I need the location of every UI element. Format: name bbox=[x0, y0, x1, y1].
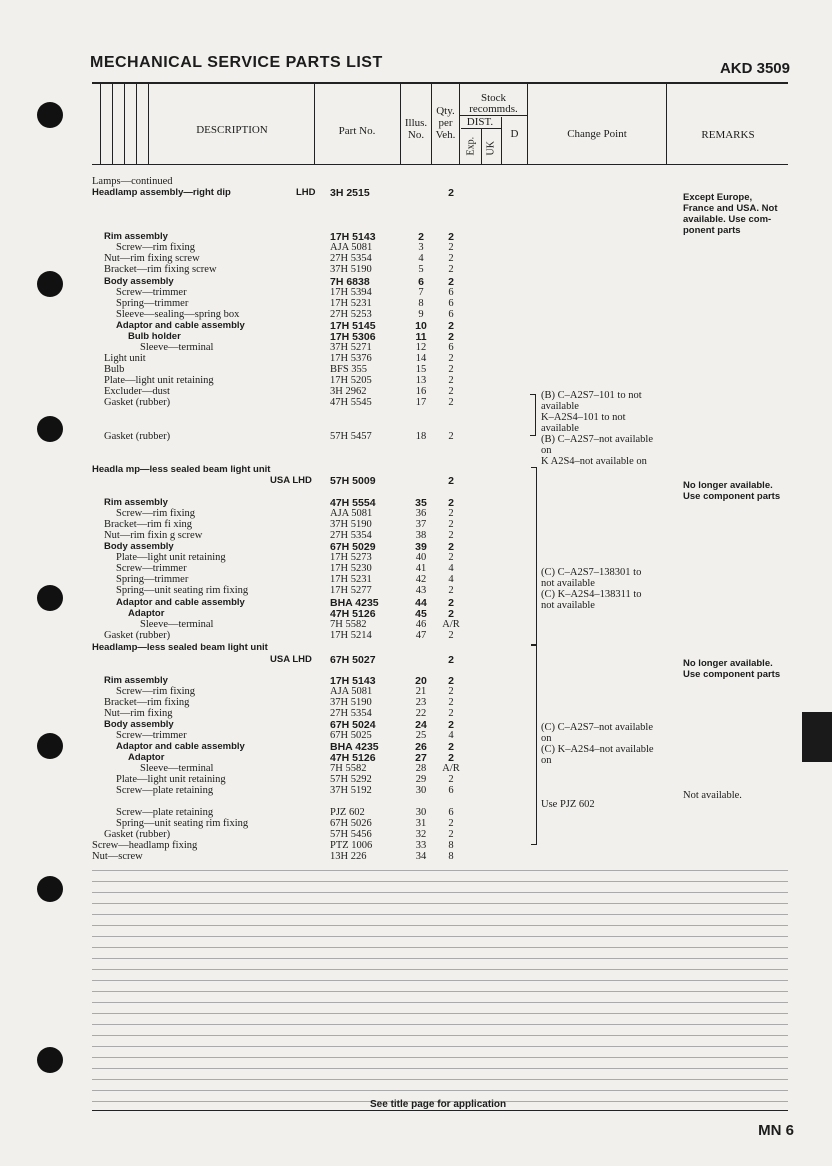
ruled-line bbox=[92, 936, 788, 937]
ruled-line bbox=[92, 1079, 788, 1080]
header-bottom-rule bbox=[92, 164, 788, 165]
row-qty: 2 bbox=[448, 675, 454, 687]
section-tab bbox=[802, 712, 832, 762]
row-description: Screw—trimmer bbox=[116, 563, 187, 574]
row-description: Screw—trimmer bbox=[116, 287, 187, 298]
change-point-text: (B) C–A2S7–not available bbox=[541, 434, 653, 445]
row-illus-no: 18 bbox=[415, 431, 427, 442]
row-part-no: 67H 5026 bbox=[330, 818, 372, 829]
page-title: MECHANICAL SERVICE PARTS LIST bbox=[90, 54, 383, 71]
row-part-no: 27H 5354 bbox=[330, 708, 372, 719]
col-divider bbox=[314, 84, 315, 164]
ruled-line bbox=[92, 1013, 788, 1014]
row-description: Body assembly bbox=[104, 541, 174, 552]
ruled-line bbox=[92, 980, 788, 981]
row-qty: 2 bbox=[448, 597, 454, 609]
row-illus-no: 13 bbox=[415, 375, 427, 386]
row-illus-no: 4 bbox=[418, 253, 424, 264]
row-part-no: 3H 2962 bbox=[330, 386, 367, 397]
row-part-no: 17H 5230 bbox=[330, 563, 372, 574]
row-part-no: 47H 5126 bbox=[330, 752, 376, 764]
row-qty: 2 bbox=[448, 253, 454, 264]
change-point-text: not available bbox=[541, 578, 595, 589]
row-qty: 6 bbox=[448, 298, 454, 309]
row-description: Adaptor bbox=[128, 752, 165, 763]
ruled-line bbox=[92, 1035, 788, 1036]
row-part-no: 27H 5354 bbox=[330, 253, 372, 264]
row-part-no: 17H 5231 bbox=[330, 574, 372, 585]
row-qty: 2 bbox=[448, 829, 454, 840]
row-qty: 2 bbox=[448, 397, 454, 408]
row-part-no: 67H 5029 bbox=[330, 541, 376, 553]
group-bracket bbox=[531, 467, 537, 645]
change-point-text: Use PJZ 602 bbox=[541, 799, 595, 810]
col-header-stock-2: recommds. bbox=[469, 103, 518, 115]
row-description: Spring—trimmer bbox=[116, 574, 189, 585]
ruled-line bbox=[92, 881, 788, 882]
col-header-remarks: REMARKS bbox=[701, 129, 755, 141]
row-qty: 4 bbox=[448, 730, 454, 741]
group-bracket bbox=[530, 394, 536, 436]
row-description: Adaptor and cable assembly bbox=[116, 741, 245, 752]
row-qty: 2 bbox=[448, 697, 454, 708]
col-header-dist: DIST. bbox=[466, 116, 494, 128]
row-description: Screw—plate retaining bbox=[116, 785, 214, 796]
row-description: Bracket—rim fixing screw bbox=[104, 264, 217, 275]
col-divider bbox=[666, 84, 667, 164]
row-qty: 2 bbox=[448, 187, 454, 199]
row-description: Screw—rim fixing bbox=[116, 508, 196, 519]
ruled-line bbox=[92, 914, 788, 915]
col-header-description: DESCRIPTION bbox=[196, 124, 268, 136]
row-description: Gasket (rubber) bbox=[104, 829, 171, 840]
row-description: Bulb bbox=[104, 364, 125, 375]
col-divider bbox=[136, 84, 137, 164]
row-description: Adaptor and cable assembly bbox=[116, 320, 245, 331]
row-description: Screw—rim fixing bbox=[116, 686, 196, 697]
row-qty: 2 bbox=[448, 386, 454, 397]
row-description: Adaptor and cable assembly bbox=[116, 597, 245, 608]
row-part-no: PJZ 602 bbox=[330, 807, 365, 818]
row-illus-no: 12 bbox=[415, 342, 427, 353]
row-description: Rim assembly bbox=[104, 497, 168, 508]
ruled-line bbox=[92, 892, 788, 893]
row-qty: 2 bbox=[448, 276, 454, 288]
row-qty: 2 bbox=[448, 752, 454, 764]
row-description: Nut—screw bbox=[92, 851, 143, 862]
row-qty: 2 bbox=[448, 708, 454, 719]
row-description: Body assembly bbox=[104, 276, 174, 287]
row-part-no: 17H 5277 bbox=[330, 585, 372, 596]
binder-hole bbox=[37, 876, 63, 902]
row-qty: 6 bbox=[448, 785, 454, 796]
row-part-no: 17H 5143 bbox=[330, 231, 376, 243]
row-description: Bracket—rim fi xing bbox=[104, 519, 193, 530]
row-part-no: 17H 5306 bbox=[330, 331, 376, 343]
footer-note: See title page for application bbox=[370, 1099, 507, 1110]
row-illus-no: 25 bbox=[415, 730, 427, 741]
col-divider bbox=[148, 84, 149, 164]
remark: No longer available. bbox=[683, 480, 773, 491]
row-part-no: 67H 5027 bbox=[330, 654, 376, 666]
row-description: Rim assembly bbox=[104, 675, 168, 686]
row-illus-no: 29 bbox=[415, 774, 427, 785]
document-code: AKD 3509 bbox=[719, 60, 790, 77]
change-point-text: (B) C–A2S7–101 to not bbox=[541, 390, 642, 401]
row-part-no: BHA 4235 bbox=[330, 597, 379, 609]
row-illus-no: 33 bbox=[415, 840, 427, 851]
row-illus-no: 43 bbox=[415, 585, 427, 596]
row-qty: 2 bbox=[448, 431, 454, 442]
row-description: Plate—light unit retaining bbox=[116, 774, 226, 785]
row-description: Spring—unit seating rim fixing bbox=[116, 818, 249, 829]
row-illus-no: 39 bbox=[415, 541, 427, 553]
row-illus-no: 7 bbox=[418, 287, 424, 298]
binder-hole bbox=[37, 733, 63, 759]
row-illus-no: 30 bbox=[415, 807, 427, 818]
col-header-qty-2: per bbox=[438, 117, 453, 129]
row-part-no: 37H 5271 bbox=[330, 342, 372, 353]
row-illus-no: 6 bbox=[418, 276, 424, 288]
row-qty: 2 bbox=[448, 475, 454, 487]
remark: Use component parts bbox=[683, 491, 781, 502]
row-qty: 2 bbox=[448, 541, 454, 553]
col-divider bbox=[112, 84, 113, 164]
row-illus-no: 21 bbox=[415, 686, 427, 697]
row-illus-no: 41 bbox=[415, 563, 427, 574]
row-illus-no: 30 bbox=[415, 785, 427, 796]
row-qty: 2 bbox=[448, 774, 454, 785]
row-part-no: 17H 5145 bbox=[330, 320, 376, 332]
ruled-line bbox=[92, 947, 788, 948]
row-description: Screw—headlamp fixing bbox=[92, 840, 198, 851]
row-part-no: 7H 6838 bbox=[330, 276, 370, 288]
row-description: Gasket (rubber) bbox=[104, 630, 171, 641]
row-description: USA LHD bbox=[270, 654, 312, 665]
remark: available. Use com- bbox=[683, 214, 772, 225]
row-part-no: 17H 5376 bbox=[330, 353, 372, 364]
change-point-text: K–A2S4–101 to not bbox=[541, 412, 626, 423]
row-part-no: 67H 5024 bbox=[330, 719, 376, 731]
ruled-line bbox=[92, 925, 788, 926]
row-description: Nut—rim fixin g screw bbox=[104, 530, 203, 541]
row-part-no: 47H 5554 bbox=[330, 497, 376, 509]
row-description: Bracket—rim fixing bbox=[104, 697, 190, 708]
change-point-text: on bbox=[541, 733, 552, 744]
row-description: Headlamp assembly—right dip bbox=[92, 187, 231, 198]
col-header-part-no: Part No. bbox=[338, 125, 376, 137]
row-qty: 6 bbox=[448, 342, 454, 353]
row-illus-no: 28 bbox=[415, 763, 427, 774]
row-description: Lamps—continued bbox=[92, 176, 173, 187]
change-point-text: available bbox=[541, 401, 579, 412]
page-number: MN 6 bbox=[758, 1122, 794, 1139]
row-qty: 2 bbox=[448, 530, 454, 541]
row-part-no: 27H 5354 bbox=[330, 530, 372, 541]
ruled-line bbox=[92, 1046, 788, 1047]
ruled-line bbox=[92, 958, 788, 959]
row-part-no: 17H 5394 bbox=[330, 287, 372, 298]
row-illus-no: 10 bbox=[415, 320, 427, 332]
row-qty: 2 bbox=[448, 497, 454, 509]
row-part-no: AJA 5081 bbox=[330, 242, 373, 253]
col-header-illus-2: No. bbox=[407, 129, 425, 141]
row-qty: 6 bbox=[448, 807, 454, 818]
binder-hole bbox=[37, 102, 63, 128]
row-part-no: 17H 5214 bbox=[330, 630, 372, 641]
row-description: Gasket (rubber) bbox=[104, 397, 171, 408]
row-illus-no: 8 bbox=[418, 298, 424, 309]
row-qty: 2 bbox=[448, 364, 454, 375]
remark: Use component parts bbox=[683, 669, 781, 680]
binder-hole bbox=[37, 271, 63, 297]
row-description: Headlamp—less sealed beam light unit bbox=[92, 642, 268, 653]
remark: No longer available. bbox=[683, 658, 773, 669]
row-part-no: 27H 5253 bbox=[330, 309, 372, 320]
row-qty: 2 bbox=[448, 231, 454, 243]
row-part-no: PTZ 1006 bbox=[330, 840, 373, 851]
row-qty: 2 bbox=[448, 741, 454, 753]
row-part-no: 57H 5457 bbox=[330, 431, 372, 442]
binder-hole bbox=[37, 585, 63, 611]
row-part-no: 17H 5205 bbox=[330, 375, 372, 386]
row-qty: 2 bbox=[448, 608, 454, 620]
change-point-text: (C) C–A2S7–138301 to bbox=[541, 567, 642, 578]
row-description: Sleeve—terminal bbox=[140, 342, 214, 353]
row-qty: 6 bbox=[448, 287, 454, 298]
change-point-text: not available bbox=[541, 600, 595, 611]
row-qty: 2 bbox=[448, 320, 454, 332]
row-part-no: 57H 5009 bbox=[330, 475, 376, 487]
row-qty: 2 bbox=[448, 818, 454, 829]
row-illus-no: 17 bbox=[415, 397, 427, 408]
col-header-stock-1: Stock bbox=[480, 92, 507, 104]
binder-hole bbox=[37, 1047, 63, 1073]
row-illus-no: 23 bbox=[415, 697, 427, 708]
change-point-text: available bbox=[541, 423, 579, 434]
row-description: Adaptor bbox=[128, 608, 165, 619]
ruled-line bbox=[92, 969, 788, 970]
row-illus-no: 15 bbox=[415, 364, 427, 375]
row-part-no: 57H 5292 bbox=[330, 774, 372, 785]
row-illus-no: 47 bbox=[415, 630, 427, 641]
ruled-line bbox=[92, 1057, 788, 1058]
row-illus-no: 45 bbox=[415, 608, 427, 620]
ruled-line bbox=[92, 903, 788, 904]
row-qty: A/R bbox=[442, 763, 460, 774]
row-part-no: 7H 5582 bbox=[330, 619, 367, 630]
row-illus-no: 38 bbox=[415, 530, 427, 541]
footer-rule bbox=[92, 1110, 788, 1111]
row-description: Sleeve—sealing—spring box bbox=[116, 309, 240, 320]
row-part-no: 7H 5582 bbox=[330, 763, 367, 774]
row-part-no: 3H 2515 bbox=[330, 187, 370, 199]
row-qty: 8 bbox=[448, 840, 454, 851]
row-description: Bulb holder bbox=[128, 331, 181, 342]
exp-divider bbox=[481, 129, 482, 164]
row-illus-no: 36 bbox=[415, 508, 427, 519]
uk-divider bbox=[501, 117, 502, 164]
row-qty: 2 bbox=[448, 630, 454, 641]
row-qty: 2 bbox=[448, 331, 454, 343]
row-qty: 2 bbox=[448, 719, 454, 731]
row-description: Body assembly bbox=[104, 719, 174, 730]
row-part-no: 37H 5190 bbox=[330, 264, 372, 275]
row-qty: 4 bbox=[448, 574, 454, 585]
row-description: Spring—trimmer bbox=[116, 298, 189, 309]
row-illus-no: 34 bbox=[415, 851, 427, 862]
row-description: Light unit bbox=[104, 353, 146, 364]
group-bracket bbox=[531, 645, 537, 845]
row-description: Nut—rim fixing bbox=[104, 708, 173, 719]
row-qty: 2 bbox=[448, 264, 454, 275]
row-description: Gasket (rubber) bbox=[104, 431, 171, 442]
row-illus-no: 5 bbox=[418, 264, 424, 275]
change-point-text: on bbox=[541, 755, 552, 766]
row-qty: 6 bbox=[448, 309, 454, 320]
header-top-rule bbox=[92, 82, 788, 84]
row-qty: 2 bbox=[448, 508, 454, 519]
col-header-exp: Exp. bbox=[465, 136, 477, 156]
row-description: Spring—unit seating rim fixing bbox=[116, 585, 249, 596]
row-suffix: LHD bbox=[296, 187, 316, 198]
row-part-no: 17H 5273 bbox=[330, 552, 372, 563]
row-part-no: 37H 5190 bbox=[330, 519, 372, 530]
ruled-line bbox=[92, 1068, 788, 1069]
row-illus-no: 14 bbox=[415, 353, 427, 364]
row-illus-no: 22 bbox=[415, 708, 427, 719]
row-qty: 2 bbox=[448, 686, 454, 697]
change-point-text: (C) K–A2S4–not available bbox=[541, 744, 654, 755]
row-description: Plate—light unit retaining bbox=[116, 552, 226, 563]
row-illus-no: 2 bbox=[418, 231, 424, 243]
ruled-line bbox=[92, 1090, 788, 1091]
row-illus-no: 46 bbox=[415, 619, 427, 630]
row-illus-no: 16 bbox=[415, 386, 427, 397]
row-qty: 2 bbox=[448, 585, 454, 596]
col-header-uk: UK bbox=[485, 141, 497, 156]
row-part-no: 57H 5456 bbox=[330, 829, 372, 840]
row-qty: A/R bbox=[442, 619, 460, 630]
remark: Except Europe, bbox=[683, 192, 753, 203]
row-description: Excluder—dust bbox=[104, 386, 170, 397]
row-part-no: AJA 5081 bbox=[330, 686, 373, 697]
ruled-line bbox=[92, 870, 788, 871]
row-description: Plate—light unit retaining bbox=[104, 375, 214, 386]
row-qty: 2 bbox=[448, 375, 454, 386]
ruled-line bbox=[92, 1002, 788, 1003]
remark: ponent parts bbox=[683, 225, 741, 236]
col-header-qty-1: Qty. bbox=[436, 105, 455, 117]
row-description: USA LHD bbox=[270, 475, 312, 486]
binder-hole bbox=[37, 416, 63, 442]
row-part-no: 17H 5231 bbox=[330, 298, 372, 309]
row-illus-no: 3 bbox=[418, 242, 424, 253]
row-qty: 2 bbox=[448, 353, 454, 364]
change-point-text: on bbox=[541, 445, 552, 456]
remark: Not available. bbox=[683, 790, 742, 801]
row-part-no: 67H 5025 bbox=[330, 730, 372, 741]
col-header-illus-1: Illus. bbox=[404, 117, 428, 129]
row-part-no: BHA 4235 bbox=[330, 741, 379, 753]
row-illus-no: 20 bbox=[415, 675, 427, 687]
row-illus-no: 37 bbox=[415, 519, 427, 530]
row-part-no: 47H 5126 bbox=[330, 608, 376, 620]
row-illus-no: 26 bbox=[415, 741, 427, 753]
row-description: Rim assembly bbox=[104, 231, 168, 242]
row-qty: 8 bbox=[448, 851, 454, 862]
row-part-no: BFS 355 bbox=[330, 364, 368, 375]
row-description: Nut—rim fixing screw bbox=[104, 253, 200, 264]
col-header-d: D bbox=[510, 128, 519, 140]
row-description: Sleeve—terminal bbox=[140, 763, 214, 774]
ruled-line bbox=[92, 1024, 788, 1025]
change-point-text: (C) C–A2S7–not available bbox=[541, 722, 653, 733]
col-divider bbox=[124, 84, 125, 164]
remark: France and USA. Not bbox=[683, 203, 778, 214]
col-header-change-point: Change Point bbox=[567, 128, 627, 140]
row-qty: 4 bbox=[448, 563, 454, 574]
row-illus-no: 35 bbox=[415, 497, 427, 509]
row-illus-no: 32 bbox=[415, 829, 427, 840]
row-description: Screw—rim fixing bbox=[116, 242, 196, 253]
row-part-no: 37H 5192 bbox=[330, 785, 372, 796]
col-header-qty-3: Veh. bbox=[435, 129, 456, 141]
row-part-no: 17H 5143 bbox=[330, 675, 376, 687]
row-part-no: 37H 5190 bbox=[330, 697, 372, 708]
row-part-no: AJA 5081 bbox=[330, 508, 373, 519]
col-divider bbox=[527, 84, 528, 164]
row-illus-no: 40 bbox=[415, 552, 427, 563]
col-divider bbox=[100, 84, 101, 164]
row-part-no: 47H 5545 bbox=[330, 397, 372, 408]
change-point-text: K A2S4–not available on bbox=[541, 456, 647, 467]
row-description: Headla mp—less sealed beam light unit bbox=[92, 464, 271, 475]
row-qty: 2 bbox=[448, 519, 454, 530]
row-description: Screw—trimmer bbox=[116, 730, 187, 741]
row-qty: 2 bbox=[448, 654, 454, 666]
row-illus-no: 9 bbox=[418, 309, 424, 320]
ruled-line bbox=[92, 991, 788, 992]
row-illus-no: 11 bbox=[415, 331, 427, 343]
row-part-no: 13H 226 bbox=[330, 851, 367, 862]
row-illus-no: 42 bbox=[415, 574, 427, 585]
row-illus-no: 31 bbox=[415, 818, 427, 829]
row-qty: 2 bbox=[448, 552, 454, 563]
row-illus-no: 24 bbox=[415, 719, 427, 731]
row-illus-no: 27 bbox=[415, 752, 427, 764]
row-description: Screw—plate retaining bbox=[116, 807, 214, 818]
row-qty: 2 bbox=[448, 242, 454, 253]
change-point-text: (C) K–A2S4–138311 to bbox=[541, 589, 642, 600]
row-illus-no: 44 bbox=[415, 597, 427, 609]
row-description: Sleeve—terminal bbox=[140, 619, 214, 630]
